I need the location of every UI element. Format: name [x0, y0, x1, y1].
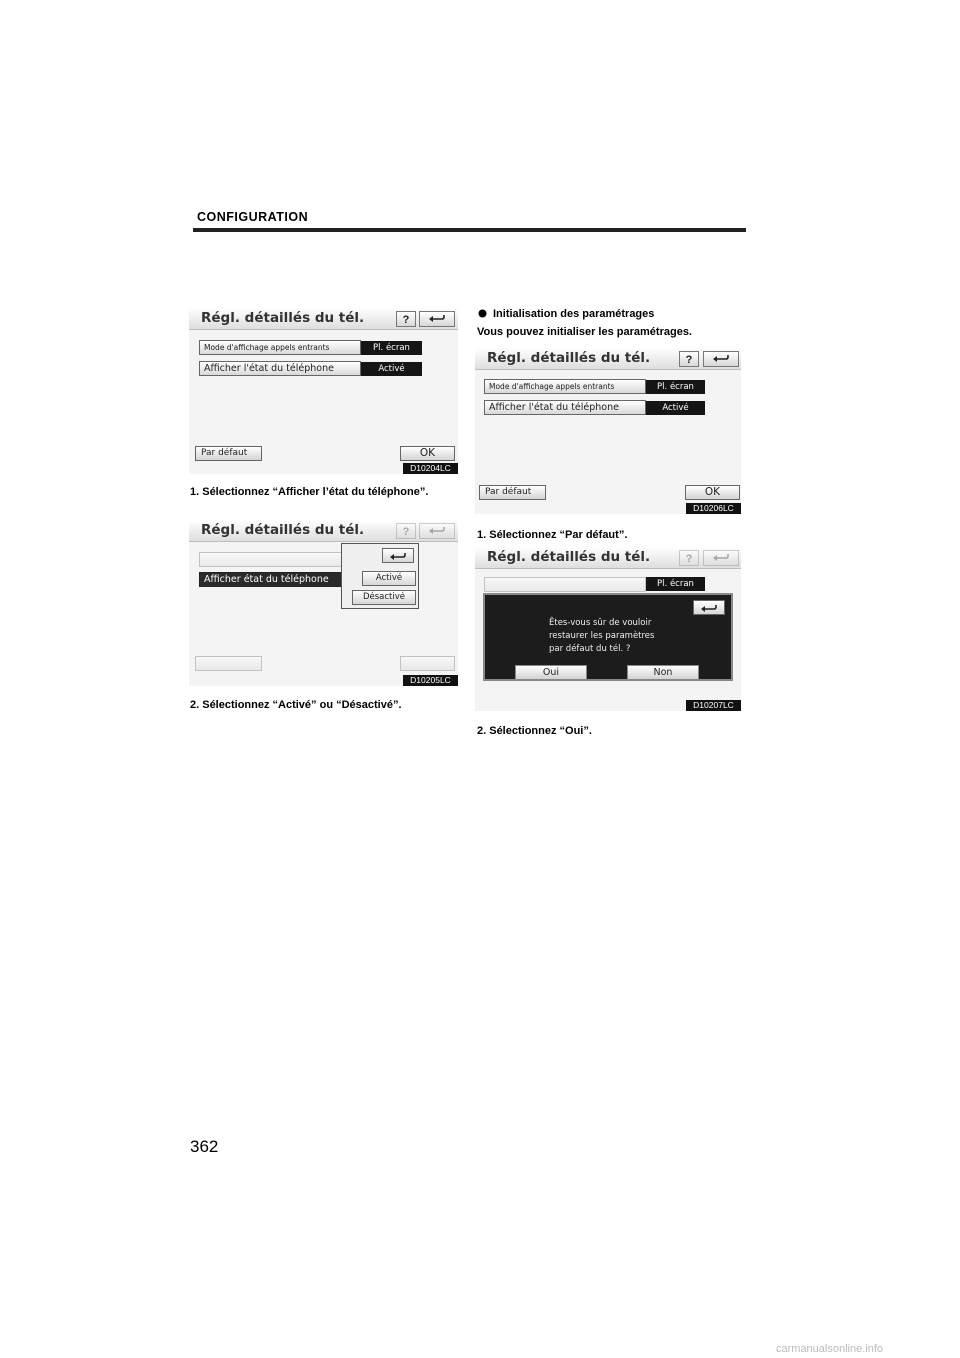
section-heading: Initialisation des paramétrages — [478, 308, 654, 320]
screenshot-2 — [189, 520, 458, 686]
watermark: carmanualsonline.info — [776, 1343, 884, 1355]
back-button[interactable] — [419, 311, 455, 327]
screen-title: Régl. détaillés du tél. — [201, 522, 365, 538]
help-button[interactable]: ? — [396, 523, 416, 539]
mode-display-button[interactable] — [199, 552, 349, 567]
right-step-2: 2. Sélectionnez “Oui”. — [477, 725, 592, 737]
help-button[interactable]: ? — [396, 311, 416, 327]
figure-code: D10205LC — [403, 675, 458, 686]
back-button[interactable] — [703, 550, 739, 566]
back-arrow-icon — [712, 553, 730, 563]
status-popup — [341, 543, 419, 609]
mode-display-button[interactable]: Mode d'affichage appels entrants — [484, 379, 646, 394]
yes-button[interactable]: Oui — [515, 665, 587, 680]
left-step-2: 2. Sélectionnez “Activé” ou “Désactivé”. — [190, 699, 402, 711]
left-step-1: 1. Sélectionnez “Afficher l’état du téléphone”. — [190, 486, 429, 498]
right-step-1: 1. Sélectionnez “Par défaut”. — [477, 529, 628, 541]
back-arrow-icon — [700, 604, 718, 614]
back-arrow-icon — [389, 552, 407, 562]
mode-display-button[interactable]: Mode d'affichage appels entrants — [199, 340, 361, 355]
screen-titlebar — [475, 547, 741, 569]
figure-code: D10204LC — [403, 463, 458, 474]
screenshot-4 — [475, 547, 741, 711]
screen-title: Régl. détaillés du tél. — [487, 549, 651, 565]
mode-value: Pl. écran — [646, 577, 705, 591]
phone-status-button[interactable]: Afficher l'état du téléphone — [484, 400, 646, 415]
phone-status-value: Activé — [361, 362, 422, 376]
back-arrow-icon — [712, 354, 730, 364]
default-button[interactable] — [195, 656, 262, 671]
header-rule — [193, 228, 746, 232]
phone-status-button[interactable]: Afficher l'état du téléphone — [199, 361, 361, 376]
figure-code: D10207LC — [686, 700, 741, 711]
page-number: 362 — [190, 1137, 219, 1156]
intro-text: Vous pouvez initialiser les paramétrages. — [477, 326, 692, 338]
section-title: CONFIGURATION — [197, 210, 309, 224]
figure-code: D10206LC — [686, 503, 741, 514]
screenshot-1 — [189, 308, 458, 474]
screen-titlebar — [475, 348, 741, 370]
no-button[interactable]: Non — [627, 665, 699, 680]
screenshot-3 — [475, 348, 741, 514]
help-button[interactable]: ? — [679, 351, 699, 367]
option-off-button[interactable]: Désactivé — [352, 590, 416, 605]
bullet-dot-icon — [478, 309, 487, 318]
mode-value: Pl. écran — [646, 380, 705, 394]
phone-status-highlighted[interactable]: Afficher état du téléphone — [199, 572, 357, 587]
dialog-back-button[interactable] — [693, 600, 725, 615]
screen-title: Régl. détaillés du tél. — [487, 350, 651, 366]
back-button[interactable] — [703, 351, 739, 367]
ok-button[interactable]: OK — [685, 485, 740, 500]
ok-button[interactable] — [400, 656, 455, 671]
screen-titlebar — [189, 520, 458, 542]
default-button[interactable]: Par défaut — [195, 446, 262, 461]
dialog-message: Êtes-vous sûr de vouloir restaurer les paramètres par défaut du tél. ? — [549, 618, 655, 654]
confirm-dialog — [483, 593, 733, 681]
back-button[interactable] — [419, 523, 455, 539]
screen-title: Régl. détaillés du tél. — [201, 310, 365, 326]
default-button[interactable]: Par défaut — [479, 485, 546, 500]
screen-titlebar — [189, 308, 458, 330]
back-arrow-icon — [428, 526, 446, 536]
option-on-button[interactable]: Activé — [362, 571, 416, 586]
back-arrow-icon — [428, 314, 446, 324]
ok-button[interactable]: OK — [400, 446, 455, 461]
help-button[interactable]: ? — [679, 550, 699, 566]
mode-value: Pl. écran — [361, 341, 422, 355]
mode-display-button[interactable] — [484, 577, 646, 592]
popup-back-button[interactable] — [382, 548, 414, 563]
phone-status-value: Activé — [646, 401, 705, 415]
